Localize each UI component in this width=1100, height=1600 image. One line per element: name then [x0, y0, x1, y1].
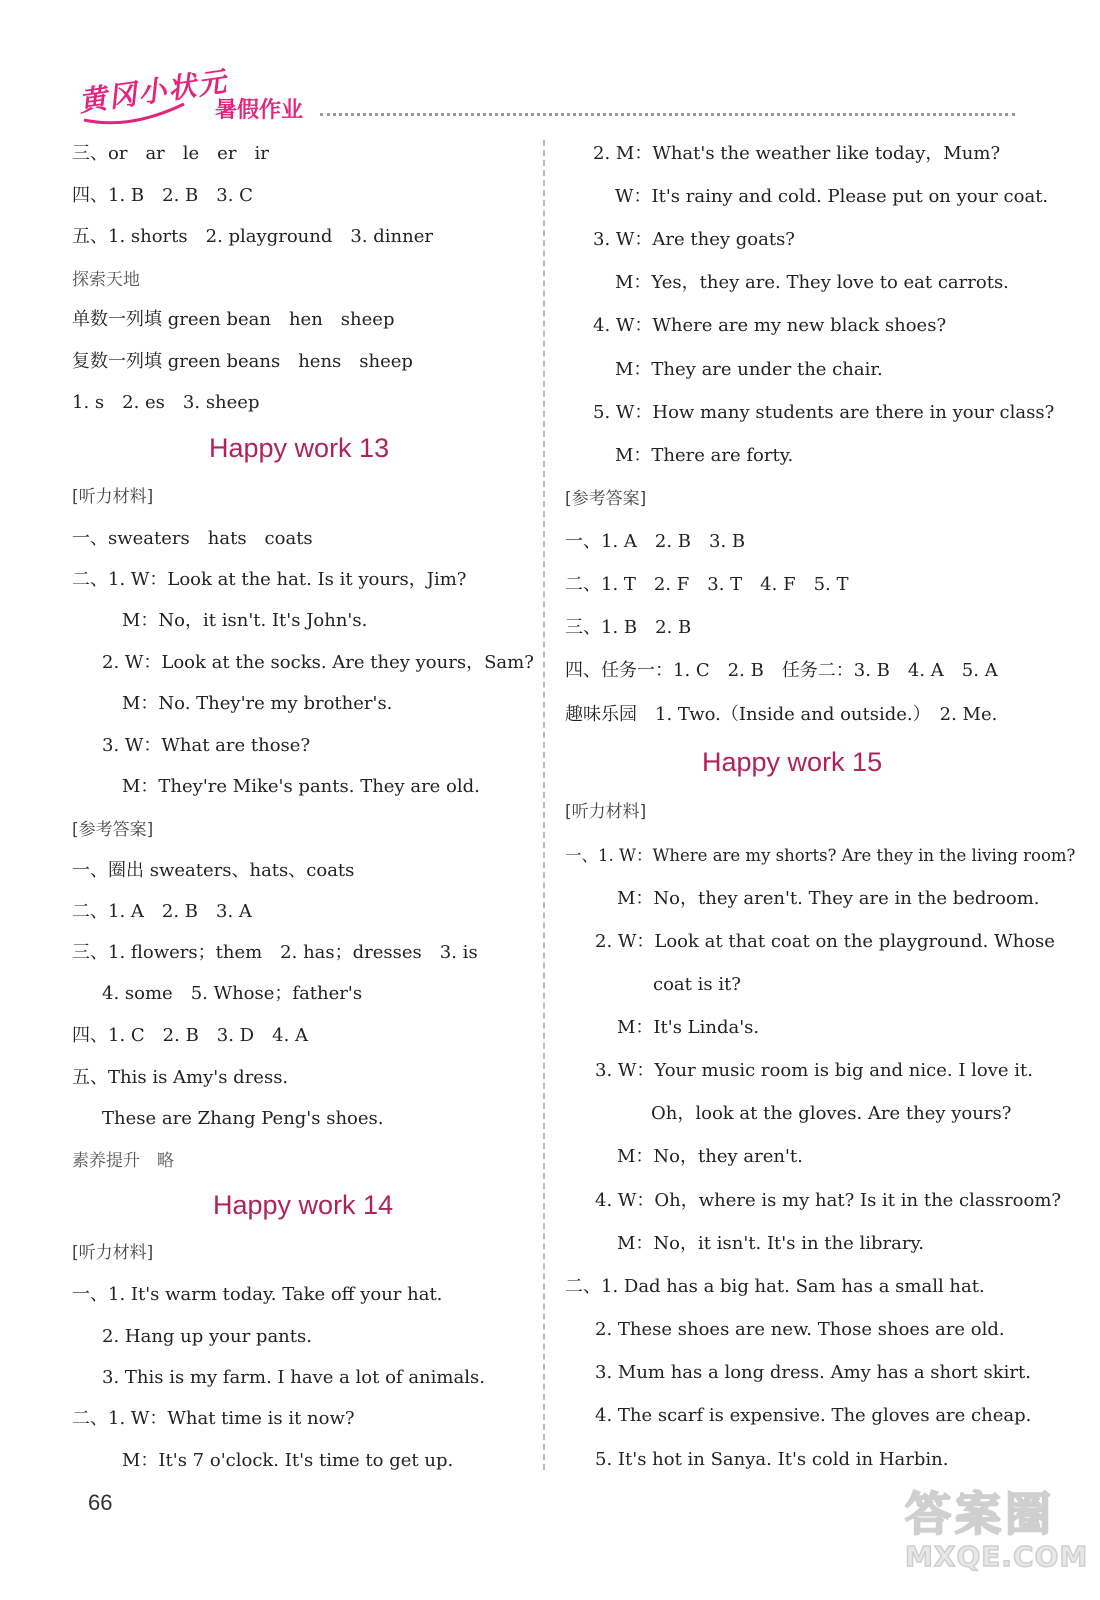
dialogue-line: 3. This is my farm. I have a lot of animals. — [102, 1367, 485, 1388]
column-divider — [543, 140, 545, 1470]
dialogue-line: coat is it? — [653, 974, 741, 995]
answer-line: 1. s 2. es 3. sheep — [72, 392, 260, 413]
answer-line: 4. The scarf is expensive. The gloves are cheap. — [595, 1405, 1032, 1426]
dialogue-line: M：It's 7 o'clock. It's time to get up. — [122, 1450, 454, 1471]
dialogue-line: M：No. They're my brother's. — [122, 693, 393, 714]
dialogue-line: Oh，look at the gloves. Are they yours? — [651, 1103, 1012, 1124]
section-tag: [参考答案] — [565, 489, 647, 509]
section-tag: [听力材料] — [72, 487, 154, 507]
dialogue-line: 2. Hang up your pants. — [102, 1326, 312, 1347]
dialogue-line: 4. W：Oh，where is my hat? Is it in the classroom? — [595, 1190, 1062, 1211]
dialogue-line: 3. W：Are they goats? — [593, 229, 795, 250]
brand-logo: 黄冈小状元 — [76, 64, 230, 119]
answer-line: 单数一列填 green bean hen sheep — [72, 309, 395, 330]
page-header — [0, 0, 1100, 130]
header-title: 暑假作业 — [215, 98, 304, 123]
answer-line: 复数一列填 green beans hens sheep — [72, 351, 413, 372]
dialogue-line: 2. M：What's the weather like today，Mum? — [593, 143, 1001, 164]
dialogue-line: 一、1. It's warm today. Take off your hat. — [72, 1284, 443, 1305]
answer-line: 趣味乐园 1. Two.（Inside and outside.） 2. Me. — [565, 704, 998, 725]
section-label: 素养提升 略 — [72, 1151, 174, 1171]
dialogue-line: 二、1. W：What time is it now? — [72, 1408, 355, 1429]
answer-line: 四、任务一：1. C 2. B 任务二：3. B 4. A 5. A — [565, 660, 998, 681]
header-dotted-rule — [320, 113, 1015, 116]
answer-line: 五、This is Amy's dress. — [72, 1067, 289, 1088]
logo-swoosh-icon — [80, 100, 190, 126]
dialogue-line: M：No，it isn't. It's in the library. — [617, 1233, 924, 1254]
dialogue-line: 2. W：Look at that coat on the playground. Whose — [595, 931, 1055, 952]
answer-line: 三、1. B 2. B — [565, 617, 692, 638]
answer-line: 4. some 5. Whose；father's — [102, 983, 363, 1004]
dialogue-line: 二、1. W：Look at the hat. Is it yours，Jim? — [72, 569, 467, 590]
dialogue-line: M：It's Linda's. — [617, 1017, 760, 1038]
answer-line: 5. It's hot in Sanya. It's cold in Harbin. — [595, 1449, 949, 1470]
section-tag: [听力材料] — [72, 1243, 154, 1263]
dialogue-line: 4. W：Where are my new black shoes? — [593, 315, 947, 336]
section-label: 探索天地 — [72, 270, 140, 290]
dialogue-line: M：They're Mike's pants. They are old. — [122, 776, 480, 797]
answer-line: 三、1. flowers；them 2. has；dresses 3. is — [72, 942, 478, 963]
answer-line: 3. Mum has a long dress. Amy has a short skirt. — [595, 1362, 1031, 1383]
watermark-url: MXQE.COM — [905, 1540, 1089, 1573]
answer-line: 一、1. A 2. B 3. B — [565, 531, 746, 552]
dialogue-line: M：There are forty. — [615, 445, 794, 466]
answer-line: 四、1. C 2. B 3. D 4. A — [72, 1025, 309, 1046]
dialogue-line: 2. W：Look at the socks. Are they yours，Sam? — [102, 652, 534, 673]
page-number: 66 — [88, 1490, 113, 1515]
answer-line: 二、1. Dad has a big hat. Sam has a small hat. — [565, 1276, 985, 1297]
dialogue-line: 5. W：How many students are there in your class? — [593, 402, 1055, 423]
dialogue-line: M：No，they aren't. — [617, 1146, 803, 1167]
section-tag: [听力材料] — [565, 802, 647, 822]
answer-line: 二、1. T 2. F 3. T 4. F 5. T — [565, 574, 849, 595]
answer-line: 二、1. A 2. B 3. A — [72, 901, 252, 922]
dialogue-line: 3. W：Your music room is big and nice. I love it. — [595, 1060, 1034, 1081]
answer-line: 四、1. B 2. B 3. C — [72, 185, 253, 206]
section-title-hw15: Happy work 15 — [702, 747, 883, 777]
dialogue-line: W：It's rainy and cold. Please put on your coat. — [615, 186, 1049, 207]
answer-line: 一、sweaters hats coats — [72, 528, 313, 549]
dialogue-line: 3. W：What are those? — [102, 735, 311, 756]
section-title-hw13: Happy work 13 — [209, 433, 390, 463]
section-title-hw14: Happy work 14 — [213, 1190, 394, 1220]
dialogue-line: M：No，they aren't. They are in the bedroom. — [617, 888, 1040, 909]
watermark-logo-text: 答案圈 — [905, 1487, 1055, 1541]
section-tag: [参考答案] — [72, 820, 154, 840]
answer-line: 2. These shoes are new. Those shoes are old. — [595, 1319, 1005, 1340]
dialogue-line: M：No，it isn't. It's John's. — [122, 610, 368, 631]
answer-line: 三、or ar le er ir — [72, 143, 269, 164]
answer-line: 五、1. shorts 2. playground 3. dinner — [72, 226, 434, 247]
answer-line: These are Zhang Peng's shoes. — [102, 1108, 384, 1129]
dialogue-line: 一、1. W：Where are my shorts? Are they in the living room? — [565, 846, 1076, 865]
dialogue-line: M：They are under the chair. — [615, 359, 883, 380]
site-watermark — [905, 1478, 1089, 1588]
answer-line: 一、圈出 sweaters、hats、coats — [72, 860, 355, 881]
dialogue-line: M：Yes，they are. They love to eat carrots. — [615, 272, 1009, 293]
